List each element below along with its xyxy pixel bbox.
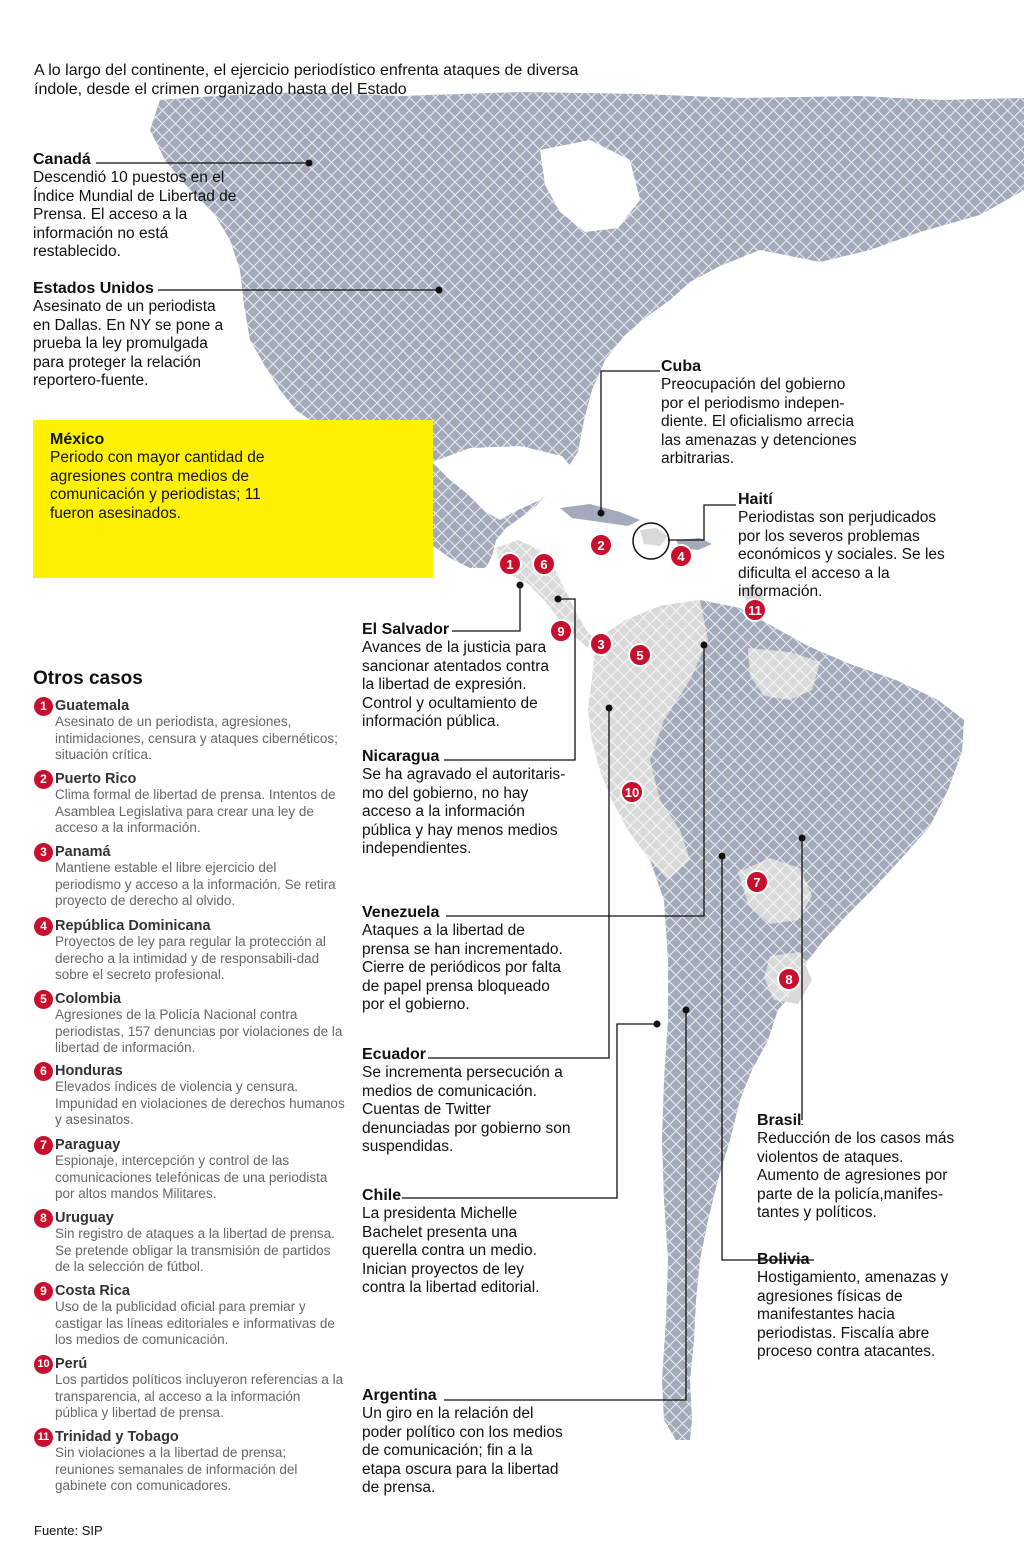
case-text: Los partidos políticos incluyeron referencias a la transparencia, al acceso a la información pública y libertad de prensa. [55, 1372, 344, 1420]
case-name: Puerto Rico [55, 771, 137, 787]
case-badge: 3 [34, 843, 53, 862]
case-badge: 1 [34, 697, 53, 716]
eeuu-callout [33, 279, 228, 391]
map-badge-2 [590, 534, 612, 556]
case-text: Proyectos de ley para regular la protección al derecho a la intimidad y de responsabili-dad sobre el secreto profesional. [55, 934, 326, 982]
svg-text:8: 8 [785, 972, 793, 987]
ecuador-callout [362, 1045, 577, 1157]
case-name: Costa Rica [55, 1283, 130, 1299]
case-badge: 10 [34, 1355, 53, 1374]
map-badge-4 [670, 545, 692, 567]
svg-text:7: 7 [753, 875, 761, 890]
brasil-text: Reducción de los casos más violentos de ataques. Aumento de agresiones por parte de la policía,manifes-tantes y políticos. [757, 1130, 955, 1221]
elsalvador-name: El Salvador [362, 621, 450, 638]
brasil-callout [757, 1111, 967, 1223]
chile-callout [362, 1186, 562, 1298]
case-badge: 7 [34, 1136, 53, 1155]
map-badge-5 [629, 644, 651, 666]
case-badge: 6 [34, 1062, 53, 1081]
svg-text:10: 10 [624, 785, 640, 800]
canada-callout [33, 150, 243, 262]
ecuador-text: Se incrementa persecución a medios de comunicación. Cuentas de Twitter denunciadas por gobierno son suspendidas. [362, 1064, 571, 1155]
map-badge-8 [778, 968, 800, 990]
haiti-callout [738, 490, 953, 602]
case-badge: 4 [34, 917, 53, 936]
cuba-callout [661, 357, 866, 469]
mexico-callout [50, 430, 265, 523]
bolivia-text: Hostigamiento, amenazas y agresiones físicas de manifestantes hacia periodistas. Fiscalía abre proceso contra atacantes. [757, 1269, 949, 1360]
intro-text: A lo largo del continente, el ejercicio periodístico enfrenta ataques de diversa índole, desde el crimen organizado hasta del Estado [34, 62, 579, 98]
venezuela-text: Ataques a la libertad de prensa se han incrementado. Cierre de periódicos por falta de papel prensa bloqueado por el gobierno. [362, 922, 563, 1013]
svg-text:5: 5 [636, 648, 644, 663]
map-badge-11 [744, 599, 766, 621]
case-badge: 11 [34, 1428, 53, 1447]
case-text: Uso de la publicidad oficial para premiar y castigar las líneas editoriales e informativas de los medios de comunicación. [55, 1299, 335, 1347]
brasil-name: Brasil [757, 1112, 802, 1129]
elsalvador-text: Avances de la justicia para sancionar atentados contra la libertad de expresión. Control y ocultamiento de información pública. [362, 639, 549, 730]
otros-casos-title: Otros casos [33, 668, 143, 689]
argentina-text: Un giro en la relación del poder político con los medios de comunicación; fin a la etapa oscura para la libertad de prensa. [362, 1405, 563, 1496]
case-text: Sin registro de ataques a la libertad de prensa. Se pretende obligar la transmisión de partidos de la selección de fútbol. [55, 1226, 335, 1274]
venezuela-name: Venezuela [362, 904, 440, 921]
map-badge-6 [533, 553, 555, 575]
nicaragua-text: Se ha agravado el autoritaris-mo del gobierno, no hay acceso a la información pública y hay menos medios independientes. [362, 766, 566, 857]
map-badge-3 [590, 633, 612, 655]
elsalvador-callout [362, 620, 565, 732]
case-name: Panamá [55, 844, 111, 860]
case-name: Guatemala [55, 698, 130, 714]
mexico-name: México [50, 431, 105, 448]
cuba-name: Cuba [661, 358, 701, 375]
case-badge: 2 [34, 770, 53, 789]
svg-text:11: 11 [748, 603, 762, 618]
venezuela-callout [362, 903, 572, 1015]
argentina-callout [362, 1386, 572, 1498]
mexico-text: Periodo con mayor cantidad de agresiones contra medios de comunicación y periodistas; 11 fueron asesinados. [50, 449, 265, 522]
chile-text: La presidenta Michelle Bachelet presenta una querella contra un medio. Inician proyectos de ley contra la libertad editorial. [362, 1205, 540, 1296]
canada-text: Descendió 10 puestos en el Índice Mundial de Libertad de Prensa. El acceso a la información no está restablecido. [33, 169, 237, 260]
svg-text:9: 9 [557, 624, 565, 639]
svg-text:4: 4 [677, 549, 685, 564]
case-name: Paraguay [55, 1137, 121, 1153]
haiti-name: Haití [738, 491, 773, 508]
svg-text:6: 6 [540, 557, 548, 572]
haiti-text: Periodistas son perjudicados por los severos problemas económicos y sociales. Se les dificulta el acceso a la información. [738, 509, 945, 600]
case-name: Uruguay [55, 1210, 114, 1226]
eeuu-text: Asesinato de un periodista en Dallas. En NY se pone a prueba la ley promulgada para proteger la relación reportero-fuente. [33, 298, 224, 389]
nicaragua-callout [362, 747, 567, 859]
case-name: Perú [55, 1356, 88, 1372]
case-name: Trinidad y Tobago [55, 1429, 179, 1445]
caribbean-islands [560, 504, 764, 604]
case-text: Asesinato de un periodista, agresiones, intimidaciones, censura y ataques cibernéticos; situación crítica. [55, 714, 338, 762]
svg-text:3: 3 [597, 637, 605, 652]
svg-text:1: 1 [506, 557, 514, 572]
case-name: República Dominicana [55, 918, 211, 934]
nicaragua-name: Nicaragua [362, 748, 440, 765]
eeuu-name: Estados Unidos [33, 280, 154, 297]
ecuador-name: Ecuador [362, 1046, 427, 1063]
case-text: Mantiene estable el libre ejercicio del periodismo y acceso a la información. Se retira proyecto de derecho al olvido. [55, 860, 336, 908]
case-text: Espionaje, intercepción y control de las comunicaciones telefónicas de una periodista por altos mandos Militares. [55, 1153, 328, 1201]
canada-name: Canadá [33, 151, 91, 168]
source-credit: Fuente: SIP [34, 1523, 103, 1538]
case-badge: 9 [34, 1282, 53, 1301]
case-badge: 8 [34, 1209, 53, 1228]
case-name: Honduras [55, 1063, 123, 1079]
chile-name: Chile [362, 1187, 402, 1204]
svg-text:2: 2 [597, 538, 605, 553]
case-text: Clima formal de libertad de prensa. Intentos de Asamblea Legislativa para crear una ley de acceso a la información. [55, 787, 336, 835]
bolivia-callout [757, 1250, 957, 1362]
case-text: Elevados índices de violencia y censura. Impunidad en violaciones de derechos humanos y asesinatos. [55, 1079, 345, 1127]
cuba-text: Preocupación del gobierno por el periodismo indepen-diente. El oficialismo arrecia las amenazas y detenciones arbitrarias. [661, 376, 857, 467]
case-badge: 5 [34, 990, 53, 1009]
case-name: Colombia [55, 991, 122, 1007]
map-badge-7 [746, 871, 768, 893]
map-badge-10 [621, 781, 643, 803]
case-text: Agresiones de la Policía Nacional contra periodistas, 157 denuncias por violaciones de la libertad de información. [55, 1007, 343, 1055]
argentina-name: Argentina [362, 1387, 437, 1404]
case-text: Sin violaciones a la libertad de prensa; reuniones semanales de información del gabinete con comunicadores. [55, 1445, 298, 1493]
bolivia-name: Bolivia [757, 1251, 810, 1268]
map-badge-1 [499, 553, 521, 575]
